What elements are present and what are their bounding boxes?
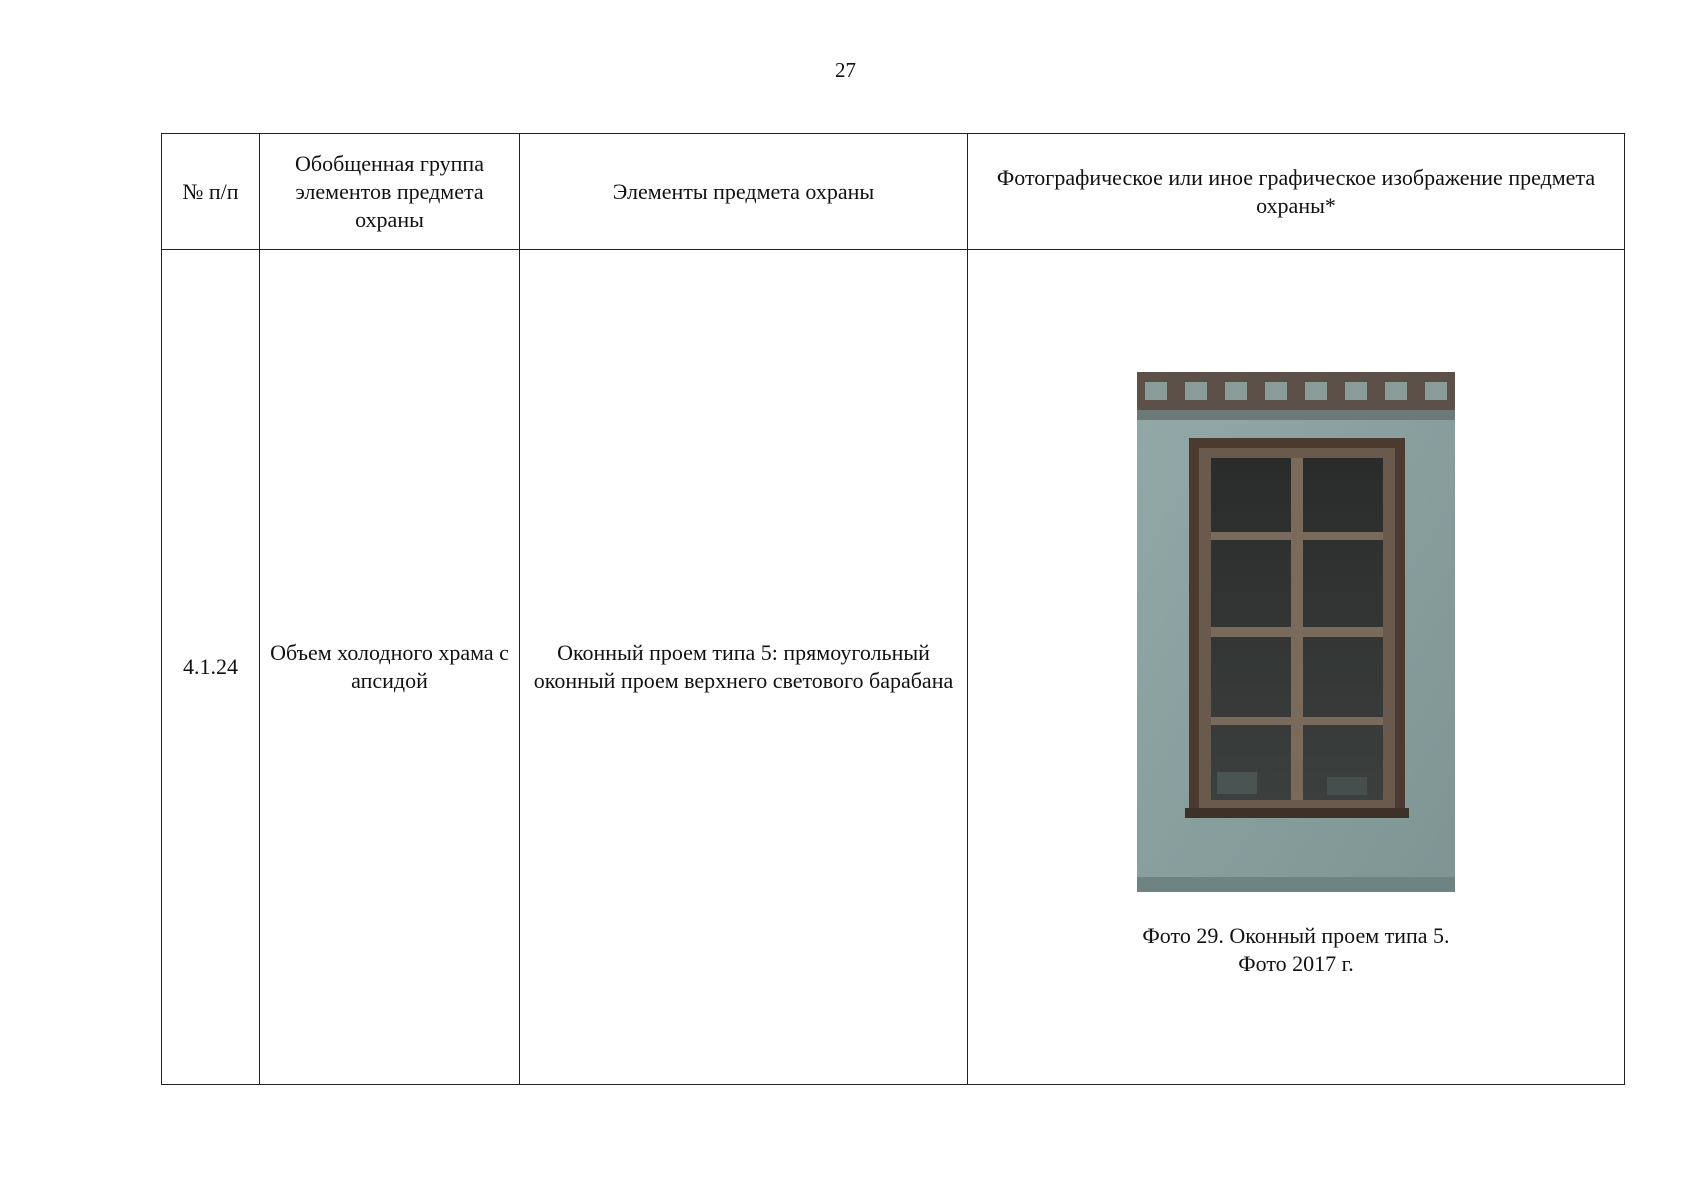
header-group: Обобщенная группа элементов предмета охраны [260,134,520,250]
photo-caption [1142,922,1449,978]
caption-line-2: Фото 2017 г. [1238,951,1354,976]
table-row [162,250,1625,1085]
cell-element: Оконный проем типа 5: прямоугольный оконный проем верхнего светового барабана [520,250,968,1085]
header-elements: Элементы предмета охраны [520,134,968,250]
protection-table [161,133,1625,1085]
cell-photo [968,250,1625,1085]
header-number: № п/п [162,134,260,250]
cell-number: 4.1.24 [162,250,260,1085]
table-header-row [162,134,1625,250]
window-photo [1137,372,1455,892]
cell-group: Объем холодного храма с апсидой [260,250,520,1085]
page-number: 27 [835,58,856,82]
header-photo: Фотографическое или иное графическое изображение предмета охраны* [968,134,1625,250]
caption-line-1: Фото 29. Оконный проем типа 5. [1142,923,1450,948]
